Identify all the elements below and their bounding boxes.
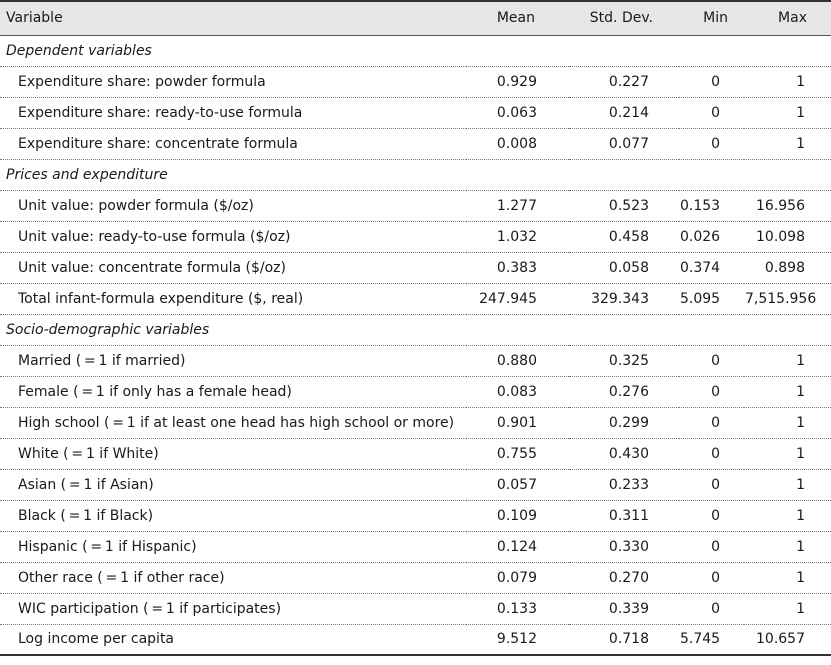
table-row (0, 624, 831, 655)
table-row (0, 97, 831, 128)
table-row (0, 66, 831, 97)
cell-variable: Expenditure share: ready-to-use formula (0, 97, 466, 128)
table-row (0, 593, 831, 624)
cell-max: 10.657 (744, 624, 831, 655)
table-row (0, 500, 831, 531)
table-row (0, 469, 831, 500)
table-row (0, 345, 831, 376)
cell-mean: 0.124 (466, 531, 569, 562)
section-title: Dependent variables (0, 35, 831, 66)
section-title: Prices and expenditure (0, 159, 831, 190)
cell-std-dev: 329.343 (569, 283, 679, 314)
cell-min: 5.745 (679, 624, 744, 655)
cell-std-dev: 0.227 (569, 66, 679, 97)
cell-variable: Asian ( = 1 if Asian) (0, 469, 466, 500)
cell-min: 0 (679, 97, 744, 128)
cell-min: 0.374 (679, 252, 744, 283)
cell-std-dev: 0.311 (569, 500, 679, 531)
header-row (0, 1, 831, 35)
cell-max: 1 (744, 562, 831, 593)
cell-mean: 0.383 (466, 252, 569, 283)
cell-std-dev: 0.523 (569, 190, 679, 221)
cell-min: 0 (679, 469, 744, 500)
table-row (0, 252, 831, 283)
cell-max: 0.898 (744, 252, 831, 283)
cell-mean: 0.929 (466, 66, 569, 97)
cell-std-dev: 0.270 (569, 562, 679, 593)
cell-min: 0 (679, 407, 744, 438)
cell-std-dev: 0.214 (569, 97, 679, 128)
cell-max: 1 (744, 500, 831, 531)
table-row (0, 407, 831, 438)
cell-mean: 0.057 (466, 469, 569, 500)
cell-max: 1 (744, 438, 831, 469)
cell-std-dev: 0.718 (569, 624, 679, 655)
table-body (0, 35, 831, 655)
cell-std-dev: 0.430 (569, 438, 679, 469)
cell-variable: White ( = 1 if White) (0, 438, 466, 469)
cell-min: 0 (679, 593, 744, 624)
cell-std-dev: 0.325 (569, 345, 679, 376)
cell-max: 1 (744, 376, 831, 407)
cell-mean: 247.945 (466, 283, 569, 314)
cell-variable: Unit value: ready-to-use formula ($/oz) (0, 221, 466, 252)
cell-min: 5.095 (679, 283, 744, 314)
cell-max: 1 (744, 593, 831, 624)
cell-min: 0 (679, 345, 744, 376)
cell-mean: 1.032 (466, 221, 569, 252)
cell-variable: Log income per capita (0, 624, 466, 655)
cell-max: 1 (744, 469, 831, 500)
cell-mean: 9.512 (466, 624, 569, 655)
table-row (0, 221, 831, 252)
cell-mean: 0.063 (466, 97, 569, 128)
table-row (0, 128, 831, 159)
section-title: Socio-demographic variables (0, 314, 831, 345)
cell-mean: 0.008 (466, 128, 569, 159)
cell-variable: High school ( = 1 if at least one head has high school or more) (0, 407, 466, 438)
table-row (0, 562, 831, 593)
cell-min: 0 (679, 438, 744, 469)
table-row (0, 283, 831, 314)
cell-variable: Total infant-formula expenditure ($, real) (0, 283, 466, 314)
cell-variable: Black ( = 1 if Black) (0, 500, 466, 531)
cell-std-dev: 0.299 (569, 407, 679, 438)
cell-mean: 0.755 (466, 438, 569, 469)
cell-min: 0 (679, 500, 744, 531)
cell-min: 0 (679, 128, 744, 159)
cell-max: 1 (744, 407, 831, 438)
section-header-row (0, 159, 831, 190)
table-row (0, 190, 831, 221)
cell-min: 0 (679, 376, 744, 407)
cell-max: 1 (744, 128, 831, 159)
cell-min: 0.026 (679, 221, 744, 252)
section-header-row (0, 35, 831, 66)
cell-variable: Expenditure share: powder formula (0, 66, 466, 97)
section-header-row (0, 314, 831, 345)
cell-max: 1 (744, 66, 831, 97)
table-row (0, 531, 831, 562)
cell-variable: Hispanic ( = 1 if Hispanic) (0, 531, 466, 562)
cell-mean: 0.133 (466, 593, 569, 624)
table-row (0, 438, 831, 469)
cell-std-dev: 0.330 (569, 531, 679, 562)
cell-min: 0.153 (679, 190, 744, 221)
cell-variable: Female ( = 1 if only has a female head) (0, 376, 466, 407)
cell-max: 7,515.956 (744, 283, 831, 314)
cell-std-dev: 0.077 (569, 128, 679, 159)
cell-max: 1 (744, 97, 831, 128)
cell-min: 0 (679, 562, 744, 593)
cell-variable: Married ( = 1 if married) (0, 345, 466, 376)
cell-std-dev: 0.233 (569, 469, 679, 500)
cell-mean: 0.083 (466, 376, 569, 407)
cell-mean: 0.079 (466, 562, 569, 593)
cell-mean: 0.880 (466, 345, 569, 376)
cell-std-dev: 0.058 (569, 252, 679, 283)
cell-min: 0 (679, 66, 744, 97)
header-min: Min (679, 1, 744, 35)
header-std-dev: Std. Dev. (569, 1, 679, 35)
cell-std-dev: 0.339 (569, 593, 679, 624)
cell-min: 0 (679, 531, 744, 562)
cell-max: 1 (744, 531, 831, 562)
header-variable: Variable (0, 1, 466, 35)
cell-mean: 0.109 (466, 500, 569, 531)
cell-max: 10.098 (744, 221, 831, 252)
cell-variable: Expenditure share: concentrate formula (0, 128, 466, 159)
cell-variable: Unit value: powder formula ($/oz) (0, 190, 466, 221)
cell-variable: Other race ( = 1 if other race) (0, 562, 466, 593)
table-row (0, 376, 831, 407)
header-mean: Mean (466, 1, 569, 35)
cell-variable: WIC participation ( = 1 if participates) (0, 593, 466, 624)
cell-std-dev: 0.276 (569, 376, 679, 407)
cell-max: 1 (744, 345, 831, 376)
cell-mean: 0.901 (466, 407, 569, 438)
cell-max: 16.956 (744, 190, 831, 221)
cell-variable: Unit value: concentrate formula ($/oz) (0, 252, 466, 283)
cell-mean: 1.277 (466, 190, 569, 221)
header-max: Max (744, 1, 831, 35)
cell-std-dev: 0.458 (569, 221, 679, 252)
